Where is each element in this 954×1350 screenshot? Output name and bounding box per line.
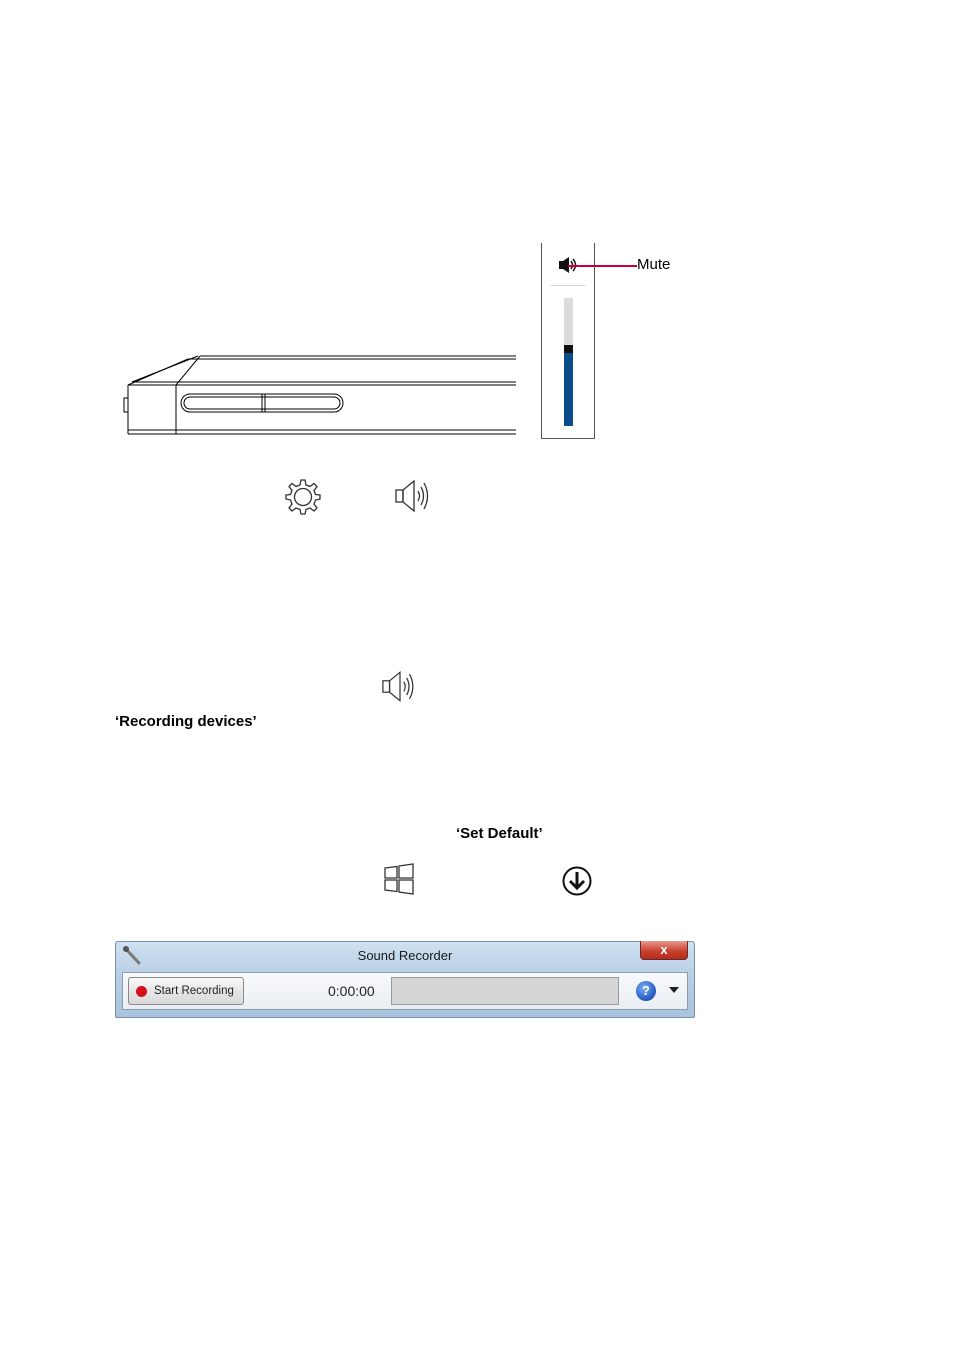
separator — [551, 285, 585, 286]
recorder-toolbar — [122, 972, 688, 1010]
mute-label: Mute — [637, 256, 671, 273]
set-default-label: ‘Set Default’ — [456, 825, 543, 842]
speaker-icon — [381, 669, 419, 704]
volume-flyout — [541, 243, 595, 439]
volume-slider-thumb[interactable] — [564, 345, 573, 353]
recording-devices-label: ‘Recording devices’ — [115, 713, 257, 730]
window-title: Sound Recorder — [357, 948, 453, 963]
speaker-icon — [394, 478, 434, 514]
gear-icon — [284, 478, 322, 516]
record-icon — [136, 986, 147, 997]
sound-recorder-window — [115, 941, 695, 1018]
volume-slider[interactable] — [564, 298, 573, 426]
start-recording-label: Start Recording — [154, 985, 234, 997]
start-recording-button[interactable] — [128, 977, 244, 1005]
chevron-down-icon[interactable] — [669, 987, 679, 993]
device-side-illustration — [120, 350, 520, 440]
level-meter — [391, 977, 619, 1005]
elapsed-time: 0:00:00 — [328, 983, 375, 999]
download-icon — [562, 866, 594, 898]
windows-icon — [383, 863, 415, 895]
mute-callout-line — [568, 265, 637, 267]
help-icon[interactable]: ? — [636, 981, 656, 1001]
volume-level-fill — [564, 349, 573, 426]
close-button[interactable]: x — [640, 941, 688, 960]
